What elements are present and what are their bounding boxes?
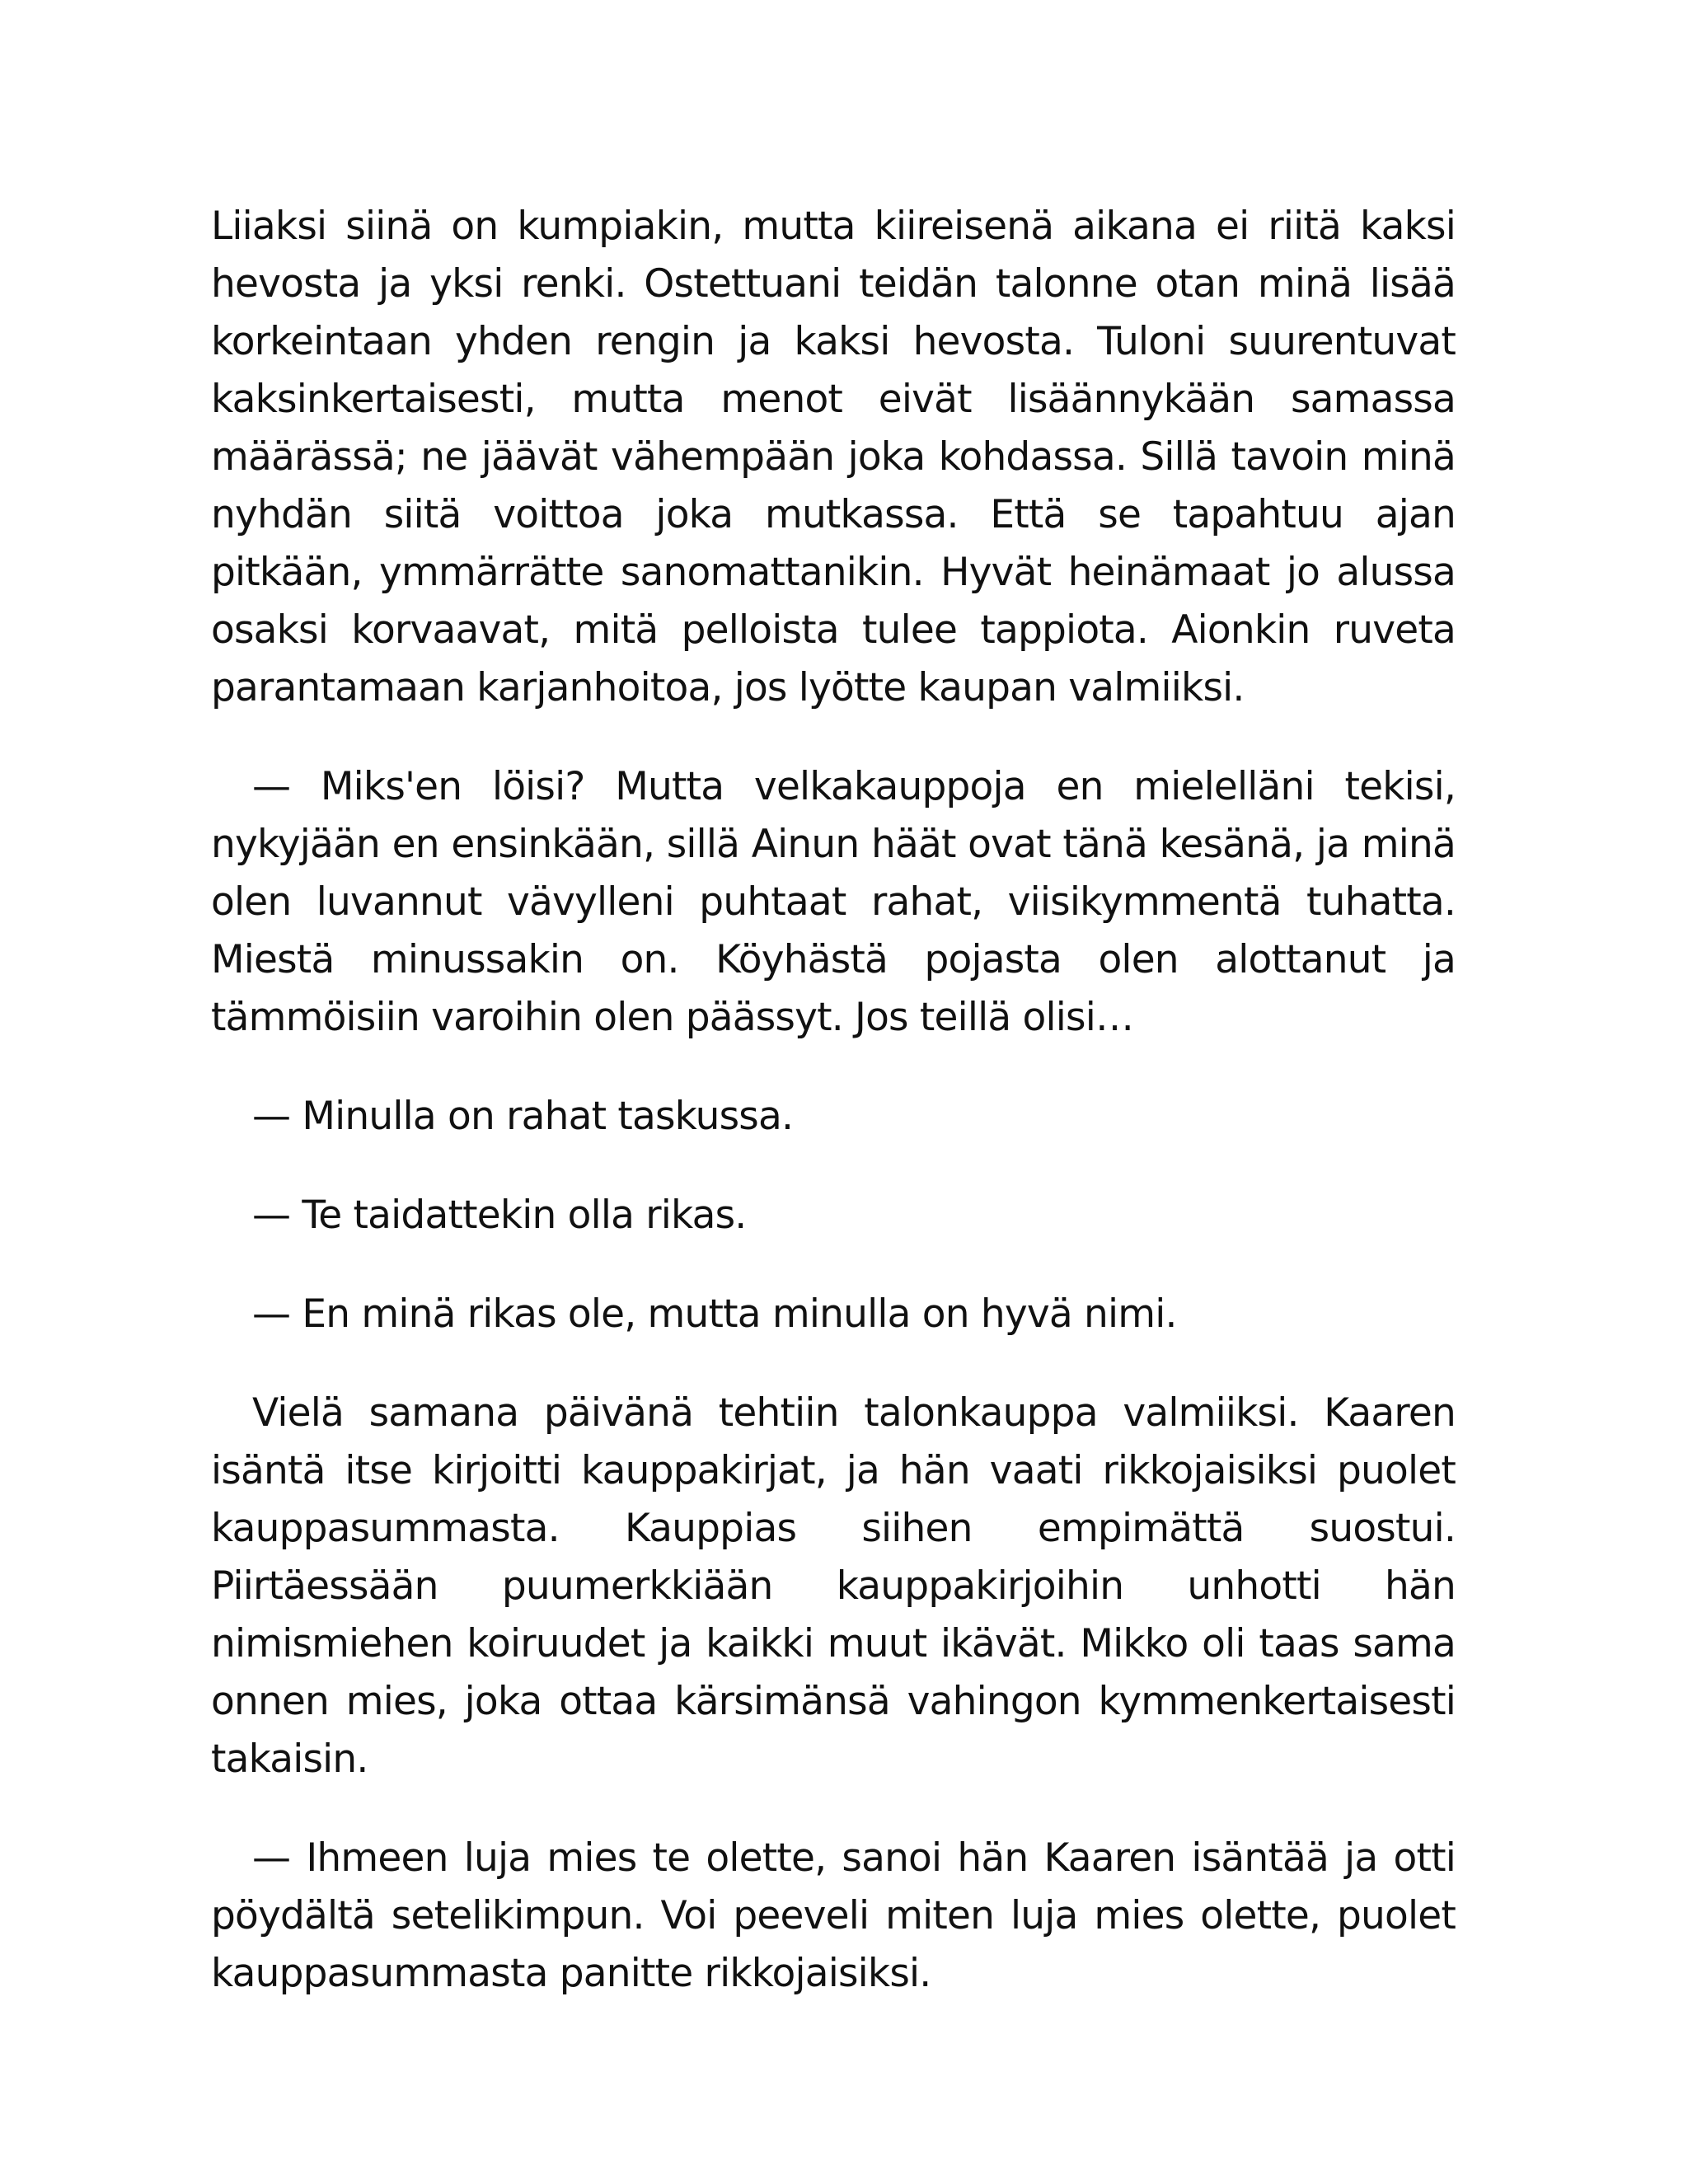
- paragraph-3: — Minulla on rahat taskussa.: [252, 1094, 794, 1139]
- paragraph-1: Liiaksi siinä on kumpiakin, mutta kiireisenä aikana ei riitä kaksi hevosta ja yksi renki. Ostettuani teidän talonne otan minä lisää korkeintaan yhden rengin ja kaksi hevosta. Tuloni suurentuvat kaksinkertaisesti, mutta menot eivät lisäännykään samassa määrässä; ne jäävät vähempään joka kohdassa. Sillä tavoin minä nyhdän siitä voittoa joka mutkassa. Että se tapahtuu ajan pitkään, ymmärrätte sanomattanikin. Hyvät heinämaat jo alussa osaksi korvaavat, mitä pelloista tulee tappiota. Aionkin ruveta parantamaan karjanhoitoa, jos lyötte kaupan valmiiksi.: [211, 204, 1456, 710]
- document-page: [211, 198, 1456, 2044]
- paragraph-7: — Ihmeen luja mies te olette, sanoi hän Kaaren isäntää ja otti pöydältä setelikimpun. Voi peeveli miten luja mies olette, puolet kauppasummasta panitte rikkojaisiksi.: [211, 1835, 1456, 1996]
- paragraph-4: — Te taidattekin olla rikas.: [252, 1193, 747, 1238]
- paragraph-2: — Miks'en löisi? Mutta velkakauppoja en mielelläni tekisi, nykyjään en ensinkään, sillä Ainun häät ovat tänä kesänä, ja minä olen luvannut vävylleni puhtaat rahat, viisikymmentä tuhatta. Miestä minussakin on. Köyhästä pojasta olen alottanut ja tämmöisiin varoihin olen päässyt. Jos teillä olisi…: [211, 764, 1456, 1040]
- paragraph-5: — En minä rikas ole, mutta minulla on hyvä nimi.: [252, 1291, 1177, 1337]
- paragraph-6: Vielä samana päivänä tehtiin talonkauppa valmiiksi. Kaaren isäntä itse kirjoitti kauppakirjat, ja hän vaati rikkojaisiksi puolet kauppasummasta. Kauppias siihen empimättä suostui. Piirtäessään puumerkkiään kauppakirjoihin unhotti hän nimismiehen koiruudet ja kaikki muut ikävät. Mikko oli taas sama onnen mies, joka ottaa kärsimänsä vahingon kymmenkertaisesti takaisin.: [211, 1390, 1456, 1782]
